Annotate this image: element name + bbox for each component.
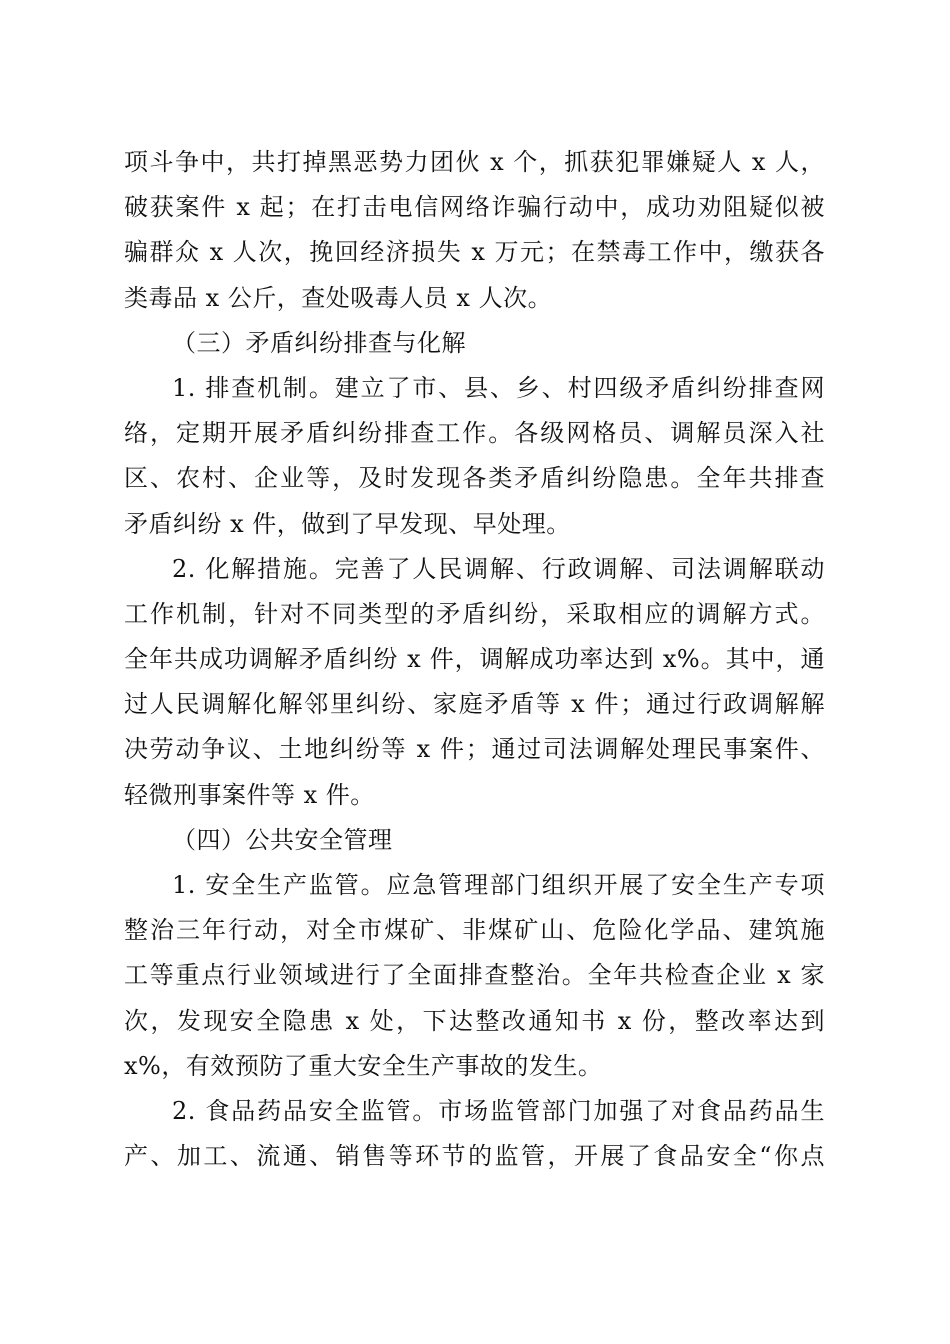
paragraph-line: 2. 化解措施。完善了人民调解、行政调解、司法调解联动: [172, 554, 825, 583]
paragraph-line: 2. 食品药品安全监管。市场监管部门加强了对食品药品生: [172, 1096, 825, 1125]
paragraph-line: 矛盾纠纷 x 件，做到了早发现、早处理。: [124, 509, 571, 538]
section-heading: （三）矛盾纠纷排查与化解: [172, 328, 466, 357]
paragraph-line: 工等重点行业领域进行了全面排查整治。全年共检查企业 x 家: [124, 961, 825, 990]
paragraph-line: 决劳动争议、土地纠纷等 x 件；通过司法调解处理民事案件、: [124, 735, 825, 764]
paragraph-line: 破获案件 x 起；在打击电信网络诈骗行动中，成功劝阻疑似被: [124, 193, 825, 222]
paragraph-line: 过人民调解化解邻里纠纷、家庭矛盾等 x 件；通过行政调解解: [124, 690, 825, 719]
paragraph-line: x%，有效预防了重大安全生产事故的发生。: [124, 1051, 603, 1080]
paragraph-line: 络，定期开展矛盾纠纷排查工作。各级网格员、调解员深入社: [124, 419, 825, 448]
paragraph-line: 轻微刑事案件等 x 件。: [124, 780, 375, 809]
paragraph-line: 全年共成功调解矛盾纠纷 x 件，调解成功率达到 x%。其中，通: [124, 645, 825, 674]
paragraph-line: 项斗争中，共打掉黑恶势力团伙 x 个，抓获犯罪嫌疑人 x 人，: [124, 148, 825, 176]
paragraph-line: 次，发现安全隐患 x 处，下达整改通知书 x 份，整改率达到: [124, 1006, 825, 1035]
paragraph-line: 工作机制，针对不同类型的矛盾纠纷，采取相应的调解方式。: [124, 599, 825, 628]
paragraph-line: 类毒品 x 公斤，查处吸毒人员 x 人次。: [124, 283, 553, 312]
section-heading: （四）公共安全管理: [172, 825, 393, 854]
paragraph-line: 整治三年行动，对全市煤矿、非煤矿山、危险化学品、建筑施: [124, 916, 825, 945]
paragraph-line: 产、加工、流通、销售等环节的监管，开展了食品安全“你点: [124, 1142, 825, 1171]
paragraph-line: 1. 排查机制。建立了市、县、乡、村四级矛盾纠纷排查网: [172, 373, 825, 402]
paragraph-line: 区、农村、企业等，及时发现各类矛盾纠纷隐患。全年共排查: [124, 464, 825, 493]
paragraph-line: 骗群众 x 人次，挽回经济损失 x 万元；在禁毒工作中，缴获各: [124, 238, 825, 267]
paragraph-line: 1. 安全生产监管。应急管理部门组织开展了安全生产专项: [172, 871, 825, 899]
